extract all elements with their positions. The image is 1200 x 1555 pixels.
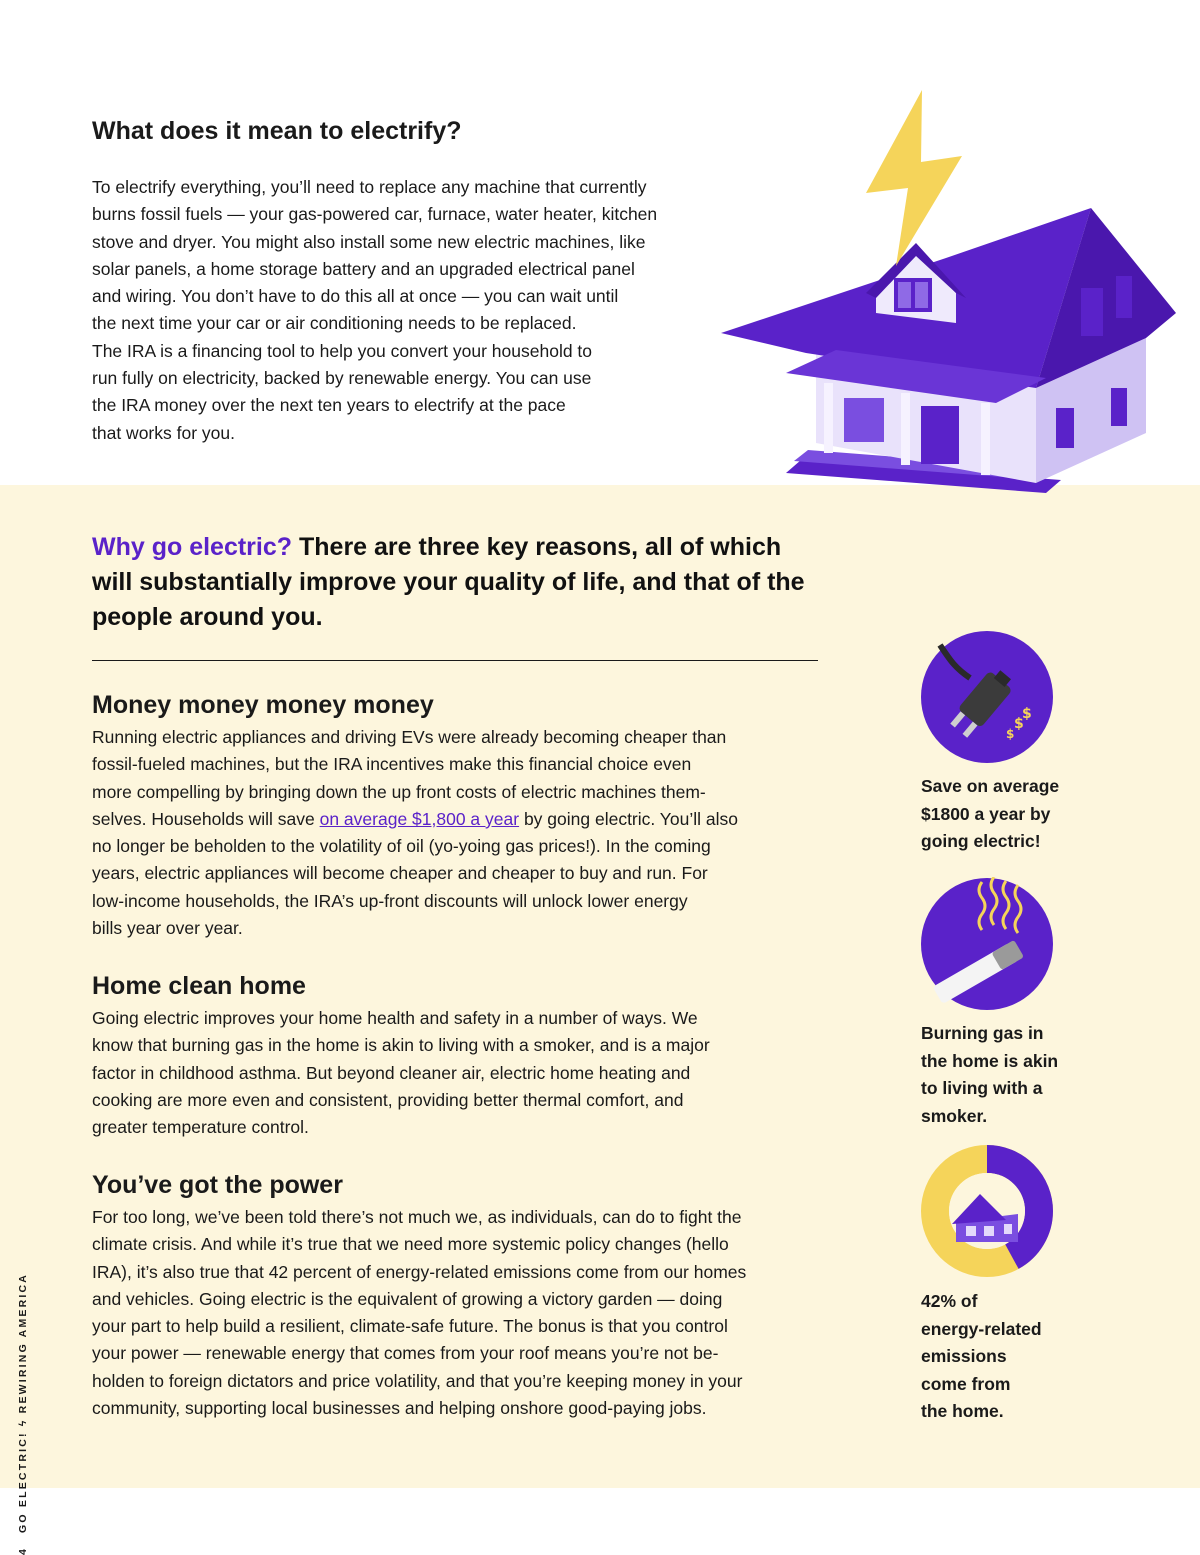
clean-section-body: Going electric improves your home health and safety in a number of ways. We know that burning gas in the home is akin to living with a smoker, and is a major factor in childhood asthma. But beyond cleaner air, electric home heating and cooking are more even and consistent, providing better thermal comfort, and greater temperature control. — [92, 1008, 710, 1138]
electric-house-illustration — [716, 88, 1176, 498]
page-number: 4 — [17, 1546, 29, 1555]
callout-savings-caption: Save on average $1800 a year by going electric! — [921, 776, 1060, 851]
savings-link[interactable]: on average $1,800 a year — [319, 808, 520, 829]
intro-title: What does it mean to electrify? — [92, 117, 462, 145]
intro-body: To electrify everything, you’ll need to replace any machine that currently burns fossil fuels — your gas-powered car, furnace, water heater, kitchen stove and dryer. You might also install some new electric machines, like solar panels, a home storage battery and an upgraded electrical panel and wiring. You don’t have to do this all at once — you can wait until the next time your car or air conditioning needs to be replaced. The IRA is a financing tool to help you convert your household to run fully on electricity, backed by renewable energy. You can use the IRA money over the next ten years to electrify at the pace that works for you. — [92, 177, 658, 443]
svg-text:$: $ — [1006, 727, 1015, 741]
footer-label: GO ELECTRIC! ϟ REWIRING AMERICA — [17, 1272, 29, 1533]
why-go-electric-heading: Why go electric? There are three key reasons, all of which will substantially improve your quality of life, and that of the people around you. — [92, 533, 805, 631]
callout-emissions-caption: 42% of energy-related emissions come from the home. — [921, 1291, 1042, 1421]
page-footer — [17, 1273, 29, 1555]
section-divider — [92, 660, 818, 661]
power-section-body: For too long, we’ve been told there’s not much we, as individuals, can do to fight the climate crisis. And while it’s true that we need more systemic policy changes (hello IRA), it’s also true that 42 percent of energy-related emissions come from our homes and vehicles. Going electric is the equivalent of growing a victory garden — doing your part to help build a resilient, climate-safe future. The bonus is that you control your power — renewable energy that comes from your roof means you’re not be- holden to foreign dictators and price volatility, and that you’re keeping money in your community, supporting local businesses and helping onshore good-paying jobs. — [92, 1207, 747, 1419]
callout-smoker-caption: Burning gas in the home is akin to living with a smoker. — [921, 1023, 1059, 1126]
power-section-title: You’ve got the power — [92, 1171, 343, 1199]
money-section-body: Running electric appliances and driving EVs were already becoming cheaper than fossil-fueled machines, but the IRA incentives make this financial choice even more compelling by bringing down the up front costs of electric machines them- selves. Households will save on average $1,800 a year by going electric. You’ll also no longer be beholden to the volatility of oil (yo-yoing gas prices!). In the coming years, electric appliances will become cheaper and cheaper to buy and run. For low-income households, the IRA’s up-front discounts will unlock lower energy bills year over year. — [92, 727, 738, 939]
money-section-title: Money money money money — [92, 691, 434, 719]
svg-text:$: $ — [1014, 716, 1024, 732]
plug-icon — [920, 630, 1054, 764]
svg-text:$: $ — [1022, 706, 1032, 722]
clean-section-title: Home clean home — [92, 972, 306, 1000]
cigarette-icon — [920, 877, 1054, 1011]
donut-house-icon — [920, 1144, 1054, 1278]
